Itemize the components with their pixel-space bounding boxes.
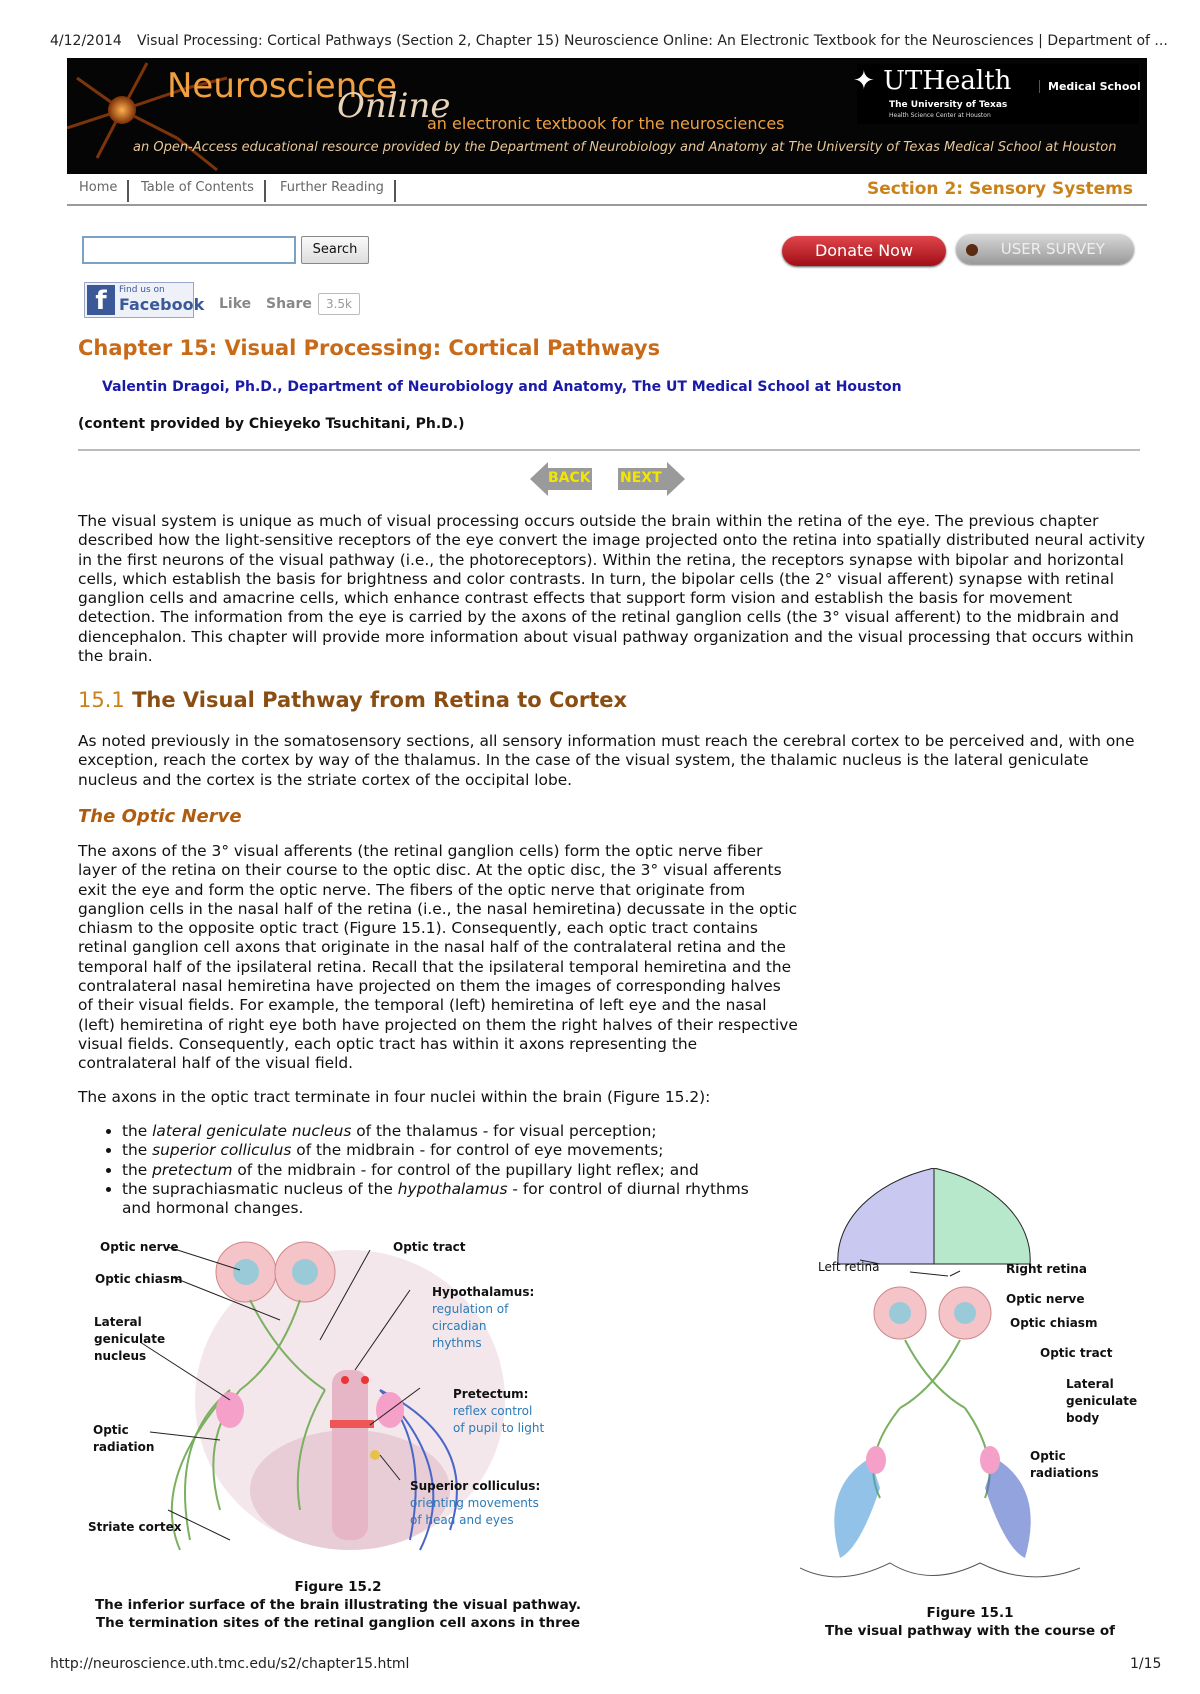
section-heading	[78, 688, 627, 712]
fig1-label-optic-nerve: Optic nerve	[1006, 1292, 1085, 1306]
figure-15-1-caption	[820, 1604, 1120, 1640]
facebook-text: Facebook	[119, 295, 205, 314]
facebook-icon: f	[87, 285, 115, 315]
fig2-label-optic-radiation: Optic radiation	[93, 1423, 155, 1454]
footer-url: http://neuroscience.uth.tmc.edu/s2/chapter15.html	[50, 1656, 410, 1672]
survey-bullet-icon	[966, 244, 978, 256]
school-link[interactable]: The UT Medical School at Houston	[632, 379, 902, 395]
ut-logo-text: UTHealth	[883, 66, 1012, 96]
author-link[interactable]: Valentin Dragoi, Ph.D.	[102, 379, 278, 395]
facebook-small-text: Find us on	[119, 285, 165, 295]
banner-subtitle: an Open-Access educational resource provided by the Department of Neurobiology and Anatomy at The University of Texas Medical School at Houston	[133, 140, 1117, 155]
content-credit: (content provided by Chieyeko Tsuchitani, Ph.D.)	[78, 416, 465, 432]
footer-page: 1/15	[1130, 1656, 1162, 1672]
fig1-label-right-retina: Right retina	[1006, 1262, 1087, 1276]
print-title: Visual Processing: Cortical Pathways (Section 2, Chapter 15) Neuroscience Online: An Electronic Textbook for the Neurosciences | Department of ...	[137, 33, 1168, 49]
fig2-label-optic-tract: Optic tract	[393, 1240, 466, 1254]
section-paragraph: As noted previously in the somatosensory sections, all sensory information must reach the cerebral cortex to be perceived and, with one exception, reach the cortex by way of the thalamus. In the case of the visual system, the thalamic nucleus is the lateral geniculate nucleus and the cortex is the striate cortex of the occipital lobe.	[78, 732, 1135, 789]
figure-15-1-caption-line: The visual pathway with the course of	[824, 1623, 1116, 1639]
user-survey-button[interactable]	[956, 234, 1134, 264]
ut-sub1: The University of Texas	[889, 100, 1008, 110]
survey-label: USER SURVEY	[1000, 240, 1105, 258]
share-count: 3.5k	[318, 293, 360, 315]
logo-script: Online	[337, 86, 451, 126]
list-item: • the superior colliculus of the midbrain - for control of eye movements;	[122, 1141, 778, 1160]
nuclei-list	[78, 1122, 778, 1218]
fig2-label-striate-cortex: Striate cortex	[88, 1520, 182, 1534]
next-button[interactable]: NEXT	[620, 470, 662, 486]
figure-15-2-title: Figure 15.2	[294, 1579, 382, 1595]
search-input[interactable]	[82, 236, 296, 264]
fig1-label-left-retina: Left retina	[818, 1260, 880, 1274]
figure-15-2-caption-line: The termination sites of the retinal ganglion cell axons in three	[95, 1615, 581, 1631]
back-button[interactable]: BACK	[548, 470, 591, 486]
list-item: • the pretectum of the midbrain - for control of the pupillary light reflex; and	[122, 1161, 778, 1180]
ut-sub2: Health Science Center at Houston	[889, 112, 991, 119]
list-item: • the suprachiasmatic nucleus of the hypothalamus - for control of diurnal rhythms and hormonal changes.	[122, 1180, 778, 1219]
figure-15-1-title: Figure 15.1	[926, 1605, 1014, 1621]
list-item: • the lateral geniculate nucleus of the thalamus - for visual perception;	[122, 1122, 778, 1141]
fig1-label-lateral-geniculate: Lateral geniculate body	[1066, 1377, 1138, 1425]
nav-home[interactable]: Home	[79, 180, 129, 202]
fig2-label-pretectum: Pretectum: reflex control of pupil to light	[453, 1387, 545, 1435]
nav-further-reading[interactable]: Further Reading	[280, 180, 396, 202]
author-line: Valentin Dragoi, Ph.D., Department of Neurobiology and Anatomy, The UT Medical School at Houston	[102, 379, 902, 395]
section-title: The Visual Pathway from Retina to Cortex	[132, 688, 628, 712]
like-button[interactable]: Like	[219, 296, 252, 312]
site-banner[interactable]	[67, 58, 1147, 174]
nav-table-of-contents[interactable]: Table of Contents	[141, 180, 266, 202]
nav-section-link[interactable]: Section 2: Sensory Systems	[866, 179, 1133, 199]
medical-school-label: Medical School	[1039, 80, 1141, 93]
fig2-label-optic-chiasm: Optic chiasm	[95, 1272, 183, 1286]
figure-15-2-caption-line: The inferior surface of the brain illustrating the visual pathway.	[94, 1597, 582, 1613]
ut-logo[interactable]	[853, 66, 1011, 96]
section-number: 15.1	[78, 688, 125, 712]
print-date: 4/12/2014	[50, 33, 122, 49]
intro-paragraph: The visual system is unique as much of visual processing occurs outside the brain within the retina of the eye. The previous chapter described how the light-sensitive receptors of the eye convert the image projected onto the retina into spatially distributed neural activity in the first neurons of the visual pathway (i.e., the photoreceptors). Within the retina, the receptors synapse with bipolar and horizontal cells, which establish the basis for brightness and color contrasts. In turn, the bipolar cells (the 2° visual afferent) synapse with retinal ganglion cells and amacrine cells, which enhance contrast effects that support form vision and establish the basis for movement detection. The information from the eye is carried by the axons of the retinal ganglion cells (the 3° visual afferent) to the midbrain and diencephalon. This chapter will provide more information about visual pathway organization and the visual processing that occurs within the brain.	[78, 512, 1146, 666]
fig1-label-optic-tract: Optic tract	[1040, 1346, 1113, 1360]
logo-main: Neuroscience	[167, 66, 397, 106]
optic-nerve-paragraph: The axons of the 3° visual afferents (the retinal ganglion cells) form the optic nerve fiber layer of the retina on their course to the optic disc. At the optic disc, the 3° visual afferents exit the eye and form the optic nerve. The fibers of the optic nerve that originate from ganglion cells in the nasal half of the retina (i.e., the nasal hemiretina) decussate in the optic chiasm to the opposite optic tract (Figure 15.1). Consequently, each optic tract contains retinal ganglion cell axons that originate in the nasal half of the contralateral retina and the temporal half of the ipsilateral retina. Recall that the ipsilateral temporal hemiretina and the contralateral nasal hemiretina have projected on them the images of corresponding halves of their visual fields. For example, the temporal (left) hemiretina of left eye and the nasal (left) hemiretina of right eye both have projected on them the right halves of their respective visual fields. Consequently, each optic tract has within it axons representing the contralateral half of the visual field.	[78, 842, 798, 1073]
optic-nerve-heading: The Optic Nerve	[78, 806, 242, 827]
optic-tract-paragraph: The axons in the optic tract terminate in four nuclei within the brain (Figure 15.2):	[78, 1088, 711, 1106]
facebook-badge[interactable]	[84, 282, 205, 318]
chapter-title: Chapter 15: Visual Processing: Cortical Pathways	[78, 336, 661, 360]
department-link[interactable]: Department of Neurobiology and Anatomy	[287, 379, 622, 395]
figure-15-2-caption	[78, 1578, 598, 1632]
fig2-label-lgn: Lateral geniculate nucleus	[94, 1315, 166, 1363]
divider	[78, 449, 1140, 451]
fig1-label-optic-radiations: Optic radiations	[1030, 1449, 1099, 1480]
fig2-label-hypothalamus: Hypothalamus: regulation of circadian rhythms	[432, 1285, 535, 1350]
ut-cross-icon: ✦	[853, 66, 875, 96]
top-nav	[67, 174, 1147, 206]
share-button[interactable]: Share	[266, 296, 312, 312]
fig1-label-optic-chiasm: Optic chiasm	[1010, 1316, 1098, 1330]
fig2-label-optic-nerve: Optic nerve	[100, 1240, 179, 1254]
fig2-label-superior-colliculus: Superior colliculus: orienting movements of head and eyes	[410, 1479, 541, 1527]
banner-tagline: an electronic textbook for the neurosciences	[427, 114, 785, 133]
donate-button[interactable]: Donate Now	[782, 236, 946, 266]
search-button[interactable]: Search	[301, 236, 369, 264]
